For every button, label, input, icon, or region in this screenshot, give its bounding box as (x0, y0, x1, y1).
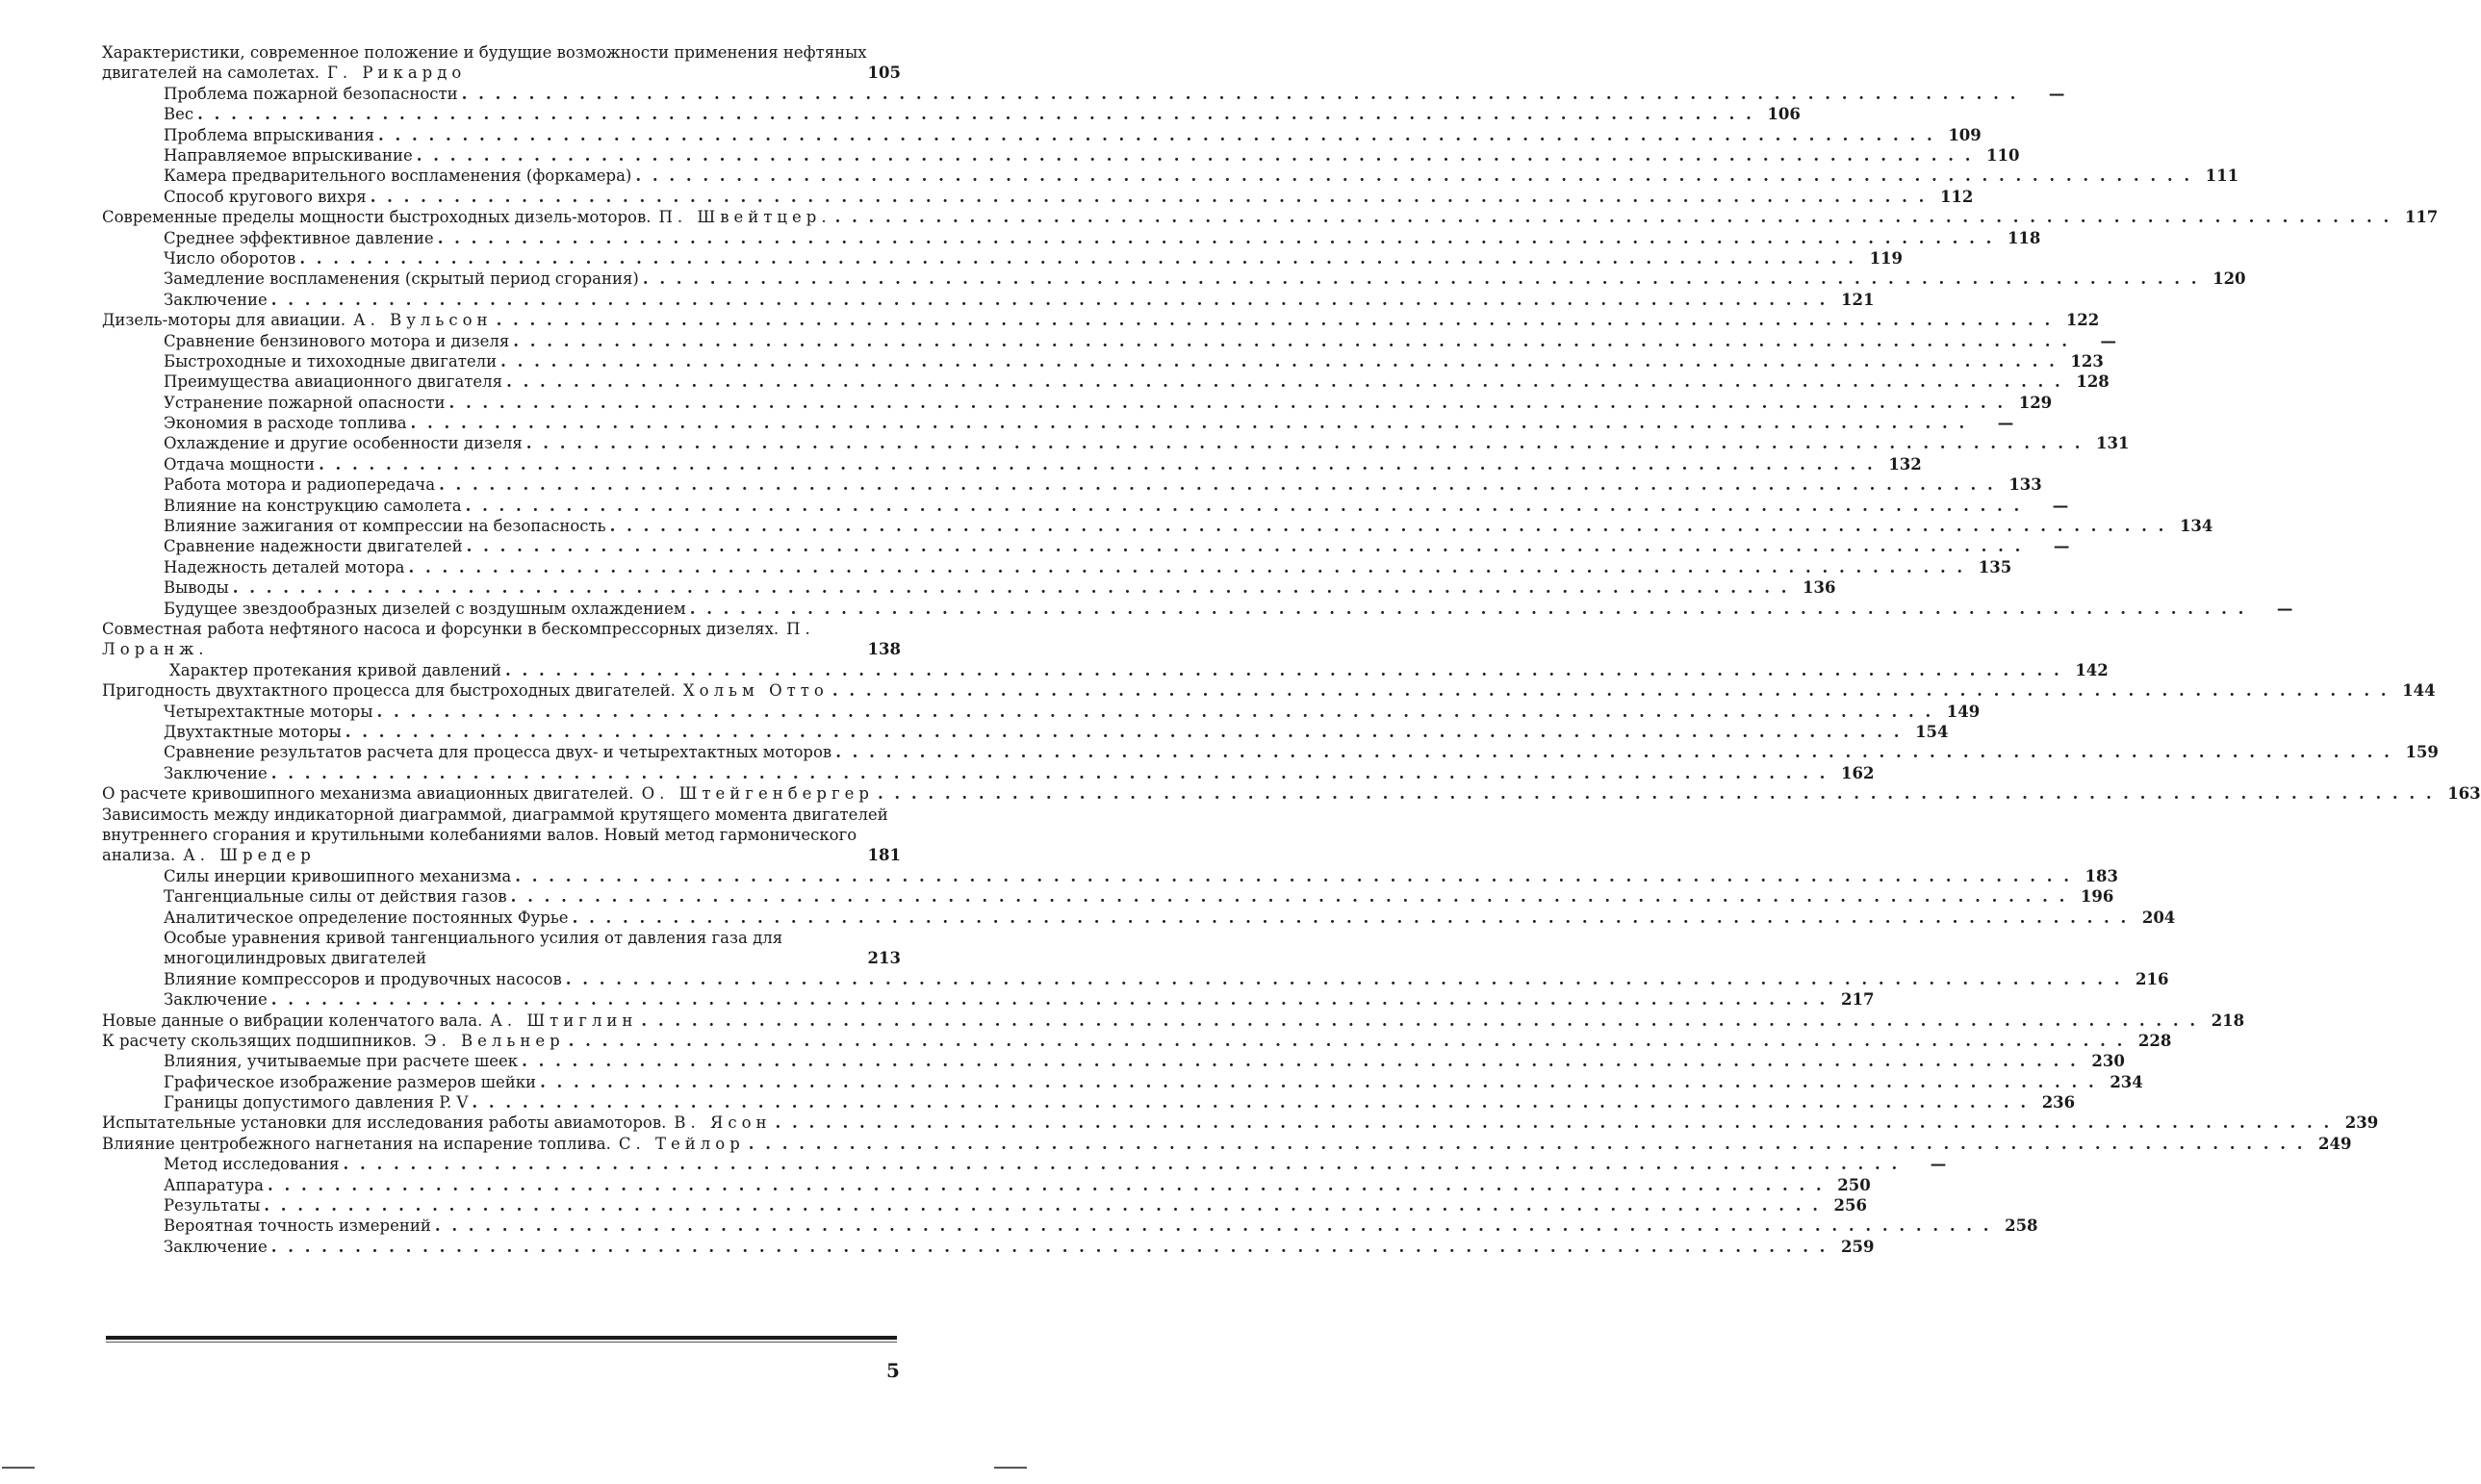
toc-leader-dots (641, 1011, 2198, 1031)
toc-leader-dots (343, 1154, 1900, 1174)
toc-entry-title: Вес (164, 105, 194, 124)
toc-entry-page: 154 (1915, 722, 1949, 741)
toc-entry-page: 128 (2076, 372, 2110, 392)
toc-entry-page: 228 (2137, 1031, 2172, 1050)
toc-leader-dots (345, 722, 1903, 742)
toc-entry-page: 135 (1978, 557, 2012, 576)
toc-section-entry (102, 290, 1875, 310)
toc-section-entry (102, 1072, 2143, 1092)
toc-entry-page: 129 (2018, 393, 2053, 412)
toc-entry-page: 119 (1869, 248, 1904, 268)
toc-section-entry (102, 1051, 2125, 1071)
toc-entry-page: — (2053, 537, 2070, 556)
toc-entry-page: — (1997, 414, 2014, 433)
toc-entry-title: Замедление воспламенения (скрытый период сгорания) (164, 269, 639, 289)
toc-leader-dots (439, 474, 1996, 495)
toc-entry-page: 118 (2007, 228, 2041, 247)
toc-article-entry (102, 310, 2100, 330)
toc-leader-dots (319, 454, 1876, 474)
toc-entry-title: Надежность деталей мотора (164, 557, 405, 576)
toc-article-entry (102, 42, 901, 84)
toc-leader-dots (505, 660, 2062, 680)
toc-entry-author: Г. Рикардо (327, 64, 467, 83)
toc-entry-page: 106 (1767, 105, 1801, 124)
toc-entry-page: — (1930, 1155, 1947, 1174)
toc-entry-title: Заключение (164, 1237, 268, 1256)
toc-section-entry (102, 1195, 1867, 1215)
toc-entry-page: 117 (2404, 208, 2439, 227)
toc-entry-page: 249 (2318, 1134, 2352, 1153)
toc-leader-dots (497, 310, 2054, 330)
toc-section-entry (102, 660, 2109, 680)
toc-entry-title: Быстроходные и тихоходные двигатели (164, 351, 498, 371)
toc-entry-page: 112 (1939, 187, 1974, 206)
toc-entry-author: П. Швейтцер. (658, 208, 831, 227)
toc-leader-dots (573, 908, 2130, 928)
toc-section-entry (102, 742, 2439, 762)
toc-leader-dots (511, 886, 2068, 907)
toc-leader-dots (271, 989, 1829, 1010)
toc-section-entry (102, 84, 2065, 104)
toc-entry-title: Современные пределы мощности быстроходных дизель-моторов. (102, 208, 652, 227)
toc-entry-title: Силы инерции кривошипного механизма (164, 866, 512, 885)
toc-entry-page: 144 (2402, 681, 2436, 701)
toc-leader-dots (466, 496, 2023, 516)
toc-section-entry (102, 496, 2069, 516)
toc-article-entry (102, 619, 901, 660)
toc-entry-title: Вероятная точность измерений (164, 1216, 431, 1236)
toc-section-entry (102, 1215, 2038, 1236)
toc-leader-dots (299, 248, 1856, 269)
toc-entry-author: А. Шредер (183, 846, 316, 865)
toc-entry-title: Графическое изображение размеров шейки (164, 1072, 537, 1091)
toc-leader-dots (376, 702, 1933, 722)
toc-leader-dots (411, 413, 1968, 433)
toc-leader-dots (526, 433, 2084, 453)
toc-section-entry (102, 269, 2246, 289)
toc-entry-author: В. Ясон (674, 1113, 772, 1133)
toc-entry-title: Испытательные установки для исследования работы авиамоторов. (102, 1113, 667, 1133)
toc-entry-page: 218 (2211, 1011, 2245, 1030)
toc-leader-dots (522, 1051, 2079, 1071)
toc-entry-page: 123 (2070, 351, 2104, 371)
toc-entry-page: 258 (2005, 1216, 2038, 1236)
toc-entry-author: П. Лоранж. (102, 619, 815, 659)
toc-entry-title: Способ кругового вихря (164, 187, 367, 206)
toc-entry-author: А. Штиглин (490, 1011, 638, 1030)
toc-article-entry (102, 805, 901, 866)
toc-leader-dots (566, 969, 2123, 989)
scan-edge-mark (994, 1467, 1027, 1469)
toc-leader-dots (835, 207, 2392, 227)
toc-entry-title: Влияние компрессоров и продувочных насосов (164, 969, 562, 988)
toc-article-entry (102, 1134, 2352, 1154)
toc-entry-title: Число оборотов (164, 248, 296, 268)
toc-section-entry (102, 536, 2070, 556)
toc-article-entry (102, 1113, 2379, 1133)
toc-article-entry (102, 1031, 2172, 1051)
toc-entry-title: Устранение пожарной опасности (164, 393, 446, 412)
toc-leader-dots (506, 371, 2063, 392)
toc-entry-page: 250 (1837, 1175, 1871, 1194)
toc-entry-page: 196 (2080, 887, 2114, 907)
toc-entry-page: 216 (2136, 969, 2169, 988)
toc-entry-page: 162 (1840, 763, 1875, 782)
toc-section-entry (102, 702, 1981, 722)
toc-entry-title: Направляемое впрыскивание (164, 145, 413, 165)
toc-entry-title: Проблема пожарной безопасности (164, 84, 458, 103)
toc-entry-title: Преимущества авиационного двигателя (164, 372, 503, 392)
toc-entry-title: Характер протекания кривой давлений (169, 660, 502, 679)
toc-entry-title: Сравнение надежности двигателей (164, 537, 463, 556)
toc-entry-page: 163 (2447, 784, 2481, 804)
table-of-contents (102, 42, 2481, 1257)
toc-article-entry (102, 783, 2481, 804)
toc-entry-title: Влияние на конструкцию самолета (164, 496, 462, 515)
toc-entry-title: О расчете кривошипного механизма авиационных двигателей. (102, 784, 634, 804)
toc-section-entry (102, 886, 2114, 907)
toc-leader-dots (371, 187, 1928, 207)
toc-entry-page: 181 (867, 846, 901, 865)
toc-section-entry (102, 989, 1875, 1010)
toc-section-entry (102, 577, 1836, 598)
toc-entry-title: Дизель-моторы для авиации. (102, 311, 346, 330)
toc-leader-dots (500, 351, 2058, 371)
toc-entry-title: Проблема впрыскивания (164, 125, 375, 144)
toc-section-entry (102, 125, 1982, 145)
toc-entry-title: Границы допустимого давления P. V (164, 1093, 469, 1113)
toc-leader-dots (569, 1031, 2126, 1051)
toc-leader-dots (832, 680, 2390, 701)
toc-entry-title: Характеристики, современное положение и будущие возможности применения нефтяных двигателей на самолетах. (102, 43, 867, 83)
toc-entry-page: 159 (2405, 743, 2439, 762)
toc-entry-page: 236 (2041, 1093, 2076, 1113)
toc-entry-title: Заключение (164, 290, 268, 309)
toc-section-entry (102, 413, 2014, 433)
toc-leader-dots (749, 1134, 2306, 1154)
toc-section-entry (102, 1154, 1947, 1174)
toc-entry-page: — (2276, 599, 2293, 618)
toc-article-entry (102, 1011, 2245, 1031)
toc-section-entry (102, 1092, 2076, 1113)
toc-entry-title: Двухтактные моторы (164, 722, 342, 741)
toc-leader-dots (271, 1237, 1829, 1257)
toc-entry-page: 213 (867, 949, 901, 968)
toc-section-entry (102, 331, 2116, 351)
toc-entry-page: — (2048, 84, 2065, 103)
toc-entry-title: Влияние зажигания от компрессии на безопасность (164, 517, 606, 536)
toc-section-entry (102, 908, 2176, 928)
toc-entry-page: 122 (2065, 311, 2100, 330)
toc-entry-page: 131 (2096, 434, 2130, 453)
toc-section-entry (102, 145, 2020, 166)
toc-section-entry (102, 454, 1922, 474)
toc-entry-page: 183 (2085, 866, 2118, 885)
toc-section-entry (102, 557, 2012, 577)
toc-entry-page: 259 (1840, 1237, 1875, 1256)
toc-entry-page: 138 (867, 640, 901, 659)
divider-rule (106, 1336, 897, 1340)
toc-entry-page: 132 (1888, 454, 1922, 473)
toc-entry-page: 120 (2212, 269, 2246, 289)
toc-entry-title: Охлаждение и другие особенности дизеля (164, 434, 523, 453)
toc-entry-page: 134 (2179, 517, 2213, 536)
toc-entry-page: 230 (2091, 1052, 2125, 1071)
toc-leader-dots (233, 577, 1790, 598)
toc-leader-dots (878, 783, 2435, 804)
toc-leader-dots (408, 557, 1965, 577)
toc-entry-page: 105 (867, 64, 901, 83)
toc-entry-title: Аналитическое определение постоянных Фурье (164, 908, 569, 927)
toc-section-entry (102, 166, 2239, 186)
toc-section-entry (102, 104, 1801, 124)
toc-leader-dots (515, 866, 2072, 886)
toc-entry-title: Влияние центробежного нагнетания на испарение топлива. (102, 1134, 611, 1153)
toc-entry-title: Выводы (164, 578, 229, 598)
toc-entry-title: Совместная работа нефтяного насоса и форсунки в бескомпрессорных дизелях. (102, 619, 780, 638)
toc-entry-author: Э. Вельнер (423, 1031, 565, 1050)
divider-rule-thin (106, 1342, 897, 1343)
toc-entry-title: Отдача мощности (164, 454, 316, 473)
toc-article-entry (102, 207, 2439, 227)
toc-section-entry (102, 248, 1904, 269)
toc-entry-page: — (2052, 496, 2069, 515)
toc-entry-title: Результаты (164, 1196, 261, 1215)
toc-leader-dots (448, 393, 2006, 413)
toc-section-entry (102, 599, 2293, 619)
toc-leader-dots (776, 1113, 2333, 1133)
toc-leader-dots (540, 1072, 2097, 1092)
toc-section-entry (102, 393, 2053, 413)
toc-entry-title: Влияния, учитываемые при расчете шеек (164, 1052, 519, 1071)
toc-entry-title: Работа мотора и радиопередача (164, 475, 436, 495)
toc-leader-dots (462, 84, 2019, 104)
toc-section-entry (102, 866, 2118, 886)
toc-section-entry (102, 722, 1949, 742)
toc-entry-page: 217 (1840, 990, 1875, 1010)
toc-entry-title: Заключение (164, 990, 268, 1010)
toc-entry-page: 121 (1840, 290, 1875, 309)
toc-entry-author: О. Штейгенбергер (641, 784, 874, 804)
toc-entry-page: 234 (2110, 1072, 2143, 1091)
toc-leader-dots (378, 125, 1935, 145)
toc-entry-title: Новые данные о вибрации коленчатого вала. (102, 1011, 483, 1030)
toc-leader-dots (271, 763, 1829, 783)
toc-entry-title: К расчету скользящих подшипников. (102, 1031, 417, 1050)
toc-section-entry (102, 928, 901, 969)
toc-entry-title: Камера предварительного воспламенения (форкамера) (164, 166, 632, 186)
toc-entry-title: Метод исследования (164, 1155, 340, 1174)
toc-section-entry (102, 228, 2041, 248)
toc-section-entry (102, 763, 1875, 783)
toc-section-entry (102, 371, 2110, 392)
toc-entry-page: 149 (1946, 702, 1981, 721)
toc-leader-dots (417, 145, 1974, 166)
toc-entry-page: 204 (2141, 908, 2176, 927)
toc-leader-dots (643, 269, 2200, 289)
toc-leader-dots (271, 290, 1829, 310)
toc-entry-title: Аппаратура (164, 1175, 264, 1194)
toc-article-entry (102, 680, 2436, 701)
toc-entry-title: Зависимость между индикаторной диаграммой, диаграммой крутящего момента двигателей внутреннего сгорания и крутильными колебаниями валов. Новый метод гармонического анализа. (102, 805, 888, 865)
toc-section-entry (102, 969, 2169, 989)
toc-entry-title: Четырехтактные моторы (164, 702, 373, 721)
toc-entry-title: Среднее эффективное давление (164, 228, 434, 247)
toc-entry-page: 136 (1803, 578, 1836, 598)
toc-section-entry (102, 474, 2042, 495)
toc-section-entry (102, 1237, 1875, 1257)
toc-entry-page: 111 (2205, 166, 2239, 186)
toc-section-entry (102, 516, 2213, 536)
toc-entry-page: 133 (2008, 475, 2042, 495)
toc-entry-page: 142 (2075, 660, 2109, 679)
toc-entry-page: 239 (2344, 1113, 2379, 1133)
toc-entry-title: Особые уравнения кривой тангенциального усилия от давления газа для многоцилиндровых двигателей (164, 928, 783, 968)
page-number: 5 (886, 1359, 900, 1382)
toc-entry-title: Заключение (164, 763, 268, 782)
toc-entry-title: Пригодность двухтактного процесса для быстроходных двигателей. (102, 681, 676, 701)
toc-leader-dots (690, 599, 2247, 619)
toc-section-entry (102, 1175, 1871, 1195)
toc-entry-page: 110 (1986, 145, 2020, 165)
scan-edge-mark (2, 1467, 35, 1469)
toc-entry-author: А. Вульсон (353, 311, 493, 330)
toc-section-entry (102, 351, 2104, 371)
toc-leader-dots (513, 331, 2070, 351)
toc-leader-dots (610, 516, 2167, 536)
toc-leader-dots (268, 1175, 1825, 1195)
toc-leader-dots (635, 166, 2192, 186)
toc-leader-dots (435, 1215, 1992, 1236)
toc-leader-dots (472, 1092, 2029, 1113)
toc-leader-dots (438, 228, 1995, 248)
toc-entry-author: С. Тейлор (618, 1134, 745, 1153)
toc-entry-title: Сравнение результатов расчета для процесса двух- и четырехтактных моторов (164, 743, 832, 762)
toc-entry-title: Будущее звездообразных дизелей с воздушным охлаждением (164, 599, 686, 618)
toc-leader-dots (197, 104, 1754, 124)
toc-entry-title: Экономия в расходе топлива (164, 414, 407, 433)
toc-section-entry (102, 187, 1974, 207)
toc-leader-dots (835, 742, 2392, 762)
toc-entry-page: — (2100, 331, 2116, 350)
toc-leader-dots (264, 1195, 1821, 1215)
toc-section-entry (102, 433, 2130, 453)
toc-entry-page: 256 (1833, 1196, 1867, 1215)
toc-leader-dots (467, 536, 2024, 556)
toc-entry-author: Хольм Отто (682, 681, 829, 701)
toc-entry-title: Сравнение бензинового мотора и дизеля (164, 331, 510, 350)
toc-entry-title: Тангенциальные силы от действия газов (164, 887, 507, 907)
toc-entry-page: 109 (1948, 125, 1982, 144)
